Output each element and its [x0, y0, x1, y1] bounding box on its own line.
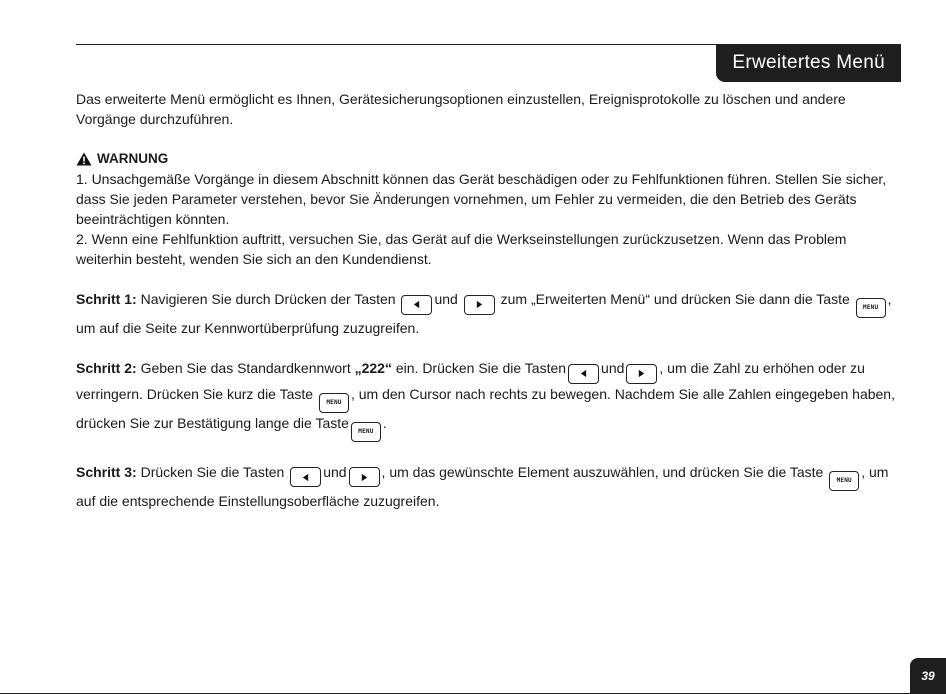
step-text: und — [434, 291, 462, 307]
step-1-label: Schritt 1: — [76, 291, 137, 307]
step-text: und — [601, 360, 625, 376]
step-text: Geben Sie das Standardkennwort — [136, 360, 355, 376]
step-text: , um auf die entsprechende Einstellungsoberfläche zuzugreifen. — [76, 463, 889, 509]
step-text: und — [323, 463, 347, 480]
step-text: , um das gewünschte Element auszuwählen, und drücken Sie die Taste — [381, 463, 828, 480]
warning-title: WARNUNG — [97, 151, 169, 166]
step-text: , um die Zahl zu erhöhen oder zu verringern. Drücken Sie kurz die Taste — [76, 360, 865, 402]
right-arrow-key-icon — [349, 467, 380, 487]
intro-paragraph: Das erweiterte Menü ermöglicht es Ihnen, Gerätesicherungsoptionen einzustellen, Ereignisprotokolle zu löschen und andere Vorgänge durchzuführen. — [76, 91, 846, 127]
step-1 — [76, 289, 906, 338]
step-text: , um den Cursor nach rechts zu bewegen. Nachdem Sie alle Zahlen eingegeben haben, drücken Sie zur Bestätigung lange die Taste — [76, 385, 895, 431]
right-arrow-key-icon — [464, 295, 495, 315]
page-number: 39 — [910, 658, 946, 694]
warning-item-1: 1. Unsachgemäße Vorgänge in diesem Abschnitt können das Gerät beschädigen oder zu Fehlfunktionen führen. Stellen Sie sicher, dass Sie jeden Parameter verstehen, bevor Sie Änderungen vornehmen, um Fehler zu vermeiden, die den Betrieb des Geräts beeinträchtigen könnten. — [76, 171, 887, 227]
step-3-label: Schritt 3: — [76, 463, 137, 480]
step-text: ein. Drücken Sie die Tasten — [391, 360, 567, 376]
left-arrow-key-icon — [290, 467, 321, 487]
step-2-label: Schritt 2: — [76, 360, 137, 376]
warning-heading — [76, 149, 906, 169]
default-password: „222“ — [354, 360, 392, 376]
step-text: Drücken Sie die Tasten — [136, 463, 289, 480]
menu-key-icon: MENU — [351, 422, 381, 442]
step-text: . — [382, 414, 387, 431]
menu-key-icon: MENU — [856, 298, 886, 318]
menu-key-icon: MENU — [829, 471, 859, 491]
right-arrow-key-icon — [626, 364, 657, 384]
section-title-tab: Erweitertes Menü — [716, 44, 901, 82]
left-arrow-key-icon — [568, 364, 599, 384]
left-arrow-key-icon — [401, 295, 432, 315]
warning-item-2: 2. Wenn eine Fehlfunktion auftritt, versuchen Sie, das Gerät auf die Werkseinstellungen zurückzusetzen. Wenn das Problem weiterhin besteht, wenden Sie sich an den Kundendienst. — [76, 231, 847, 267]
step-text: , um auf die Seite zur Kennwortüberprüfung zuzugreifen. — [76, 291, 892, 336]
warning-triangle-icon — [76, 152, 92, 166]
page-content — [76, 89, 906, 511]
step-text: zum „Erweiterten Menü“ und drücken Sie dann die Taste — [496, 291, 854, 307]
menu-key-icon: MENU — [319, 393, 349, 413]
step-text: Navigieren Sie durch Drücken der Tasten — [136, 291, 400, 307]
step-2 — [76, 358, 906, 442]
step-3 — [76, 462, 906, 511]
